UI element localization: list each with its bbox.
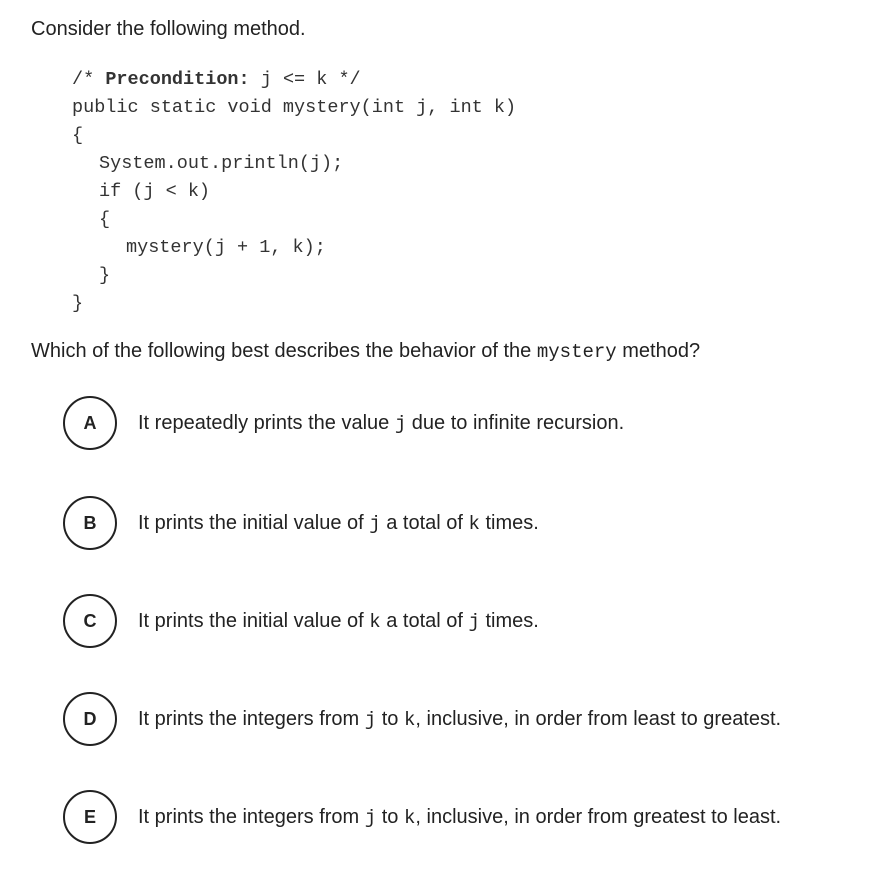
code-line-open-brace: { bbox=[72, 125, 84, 146]
choice-e-text bbox=[138, 806, 781, 829]
choice-e[interactable] bbox=[63, 787, 863, 847]
code-line-if: if (j < k) bbox=[99, 181, 211, 202]
code-line-close-brace: } bbox=[72, 293, 84, 314]
code-line-signature: public static void mystery(int j, int k) bbox=[72, 97, 517, 118]
choice-a-text bbox=[138, 412, 624, 435]
code-comment-rest: j <= k */ bbox=[249, 69, 361, 90]
choice-text-part: , inclusive, in order from least to greatest. bbox=[415, 707, 782, 730]
choice-text-part: a total of bbox=[386, 511, 463, 534]
choice-code-part: k bbox=[468, 512, 480, 535]
code-comment-line bbox=[72, 66, 361, 93]
choice-b-text bbox=[138, 512, 539, 535]
choice-a[interactable] bbox=[63, 393, 863, 453]
choice-d-text bbox=[138, 708, 781, 731]
choice-text-part: , inclusive, in order from greatest to least. bbox=[415, 805, 782, 828]
question-before: Which of the following best describes the behavior of the bbox=[31, 340, 532, 362]
choice-text-part: to bbox=[381, 805, 399, 828]
choice-a-letter[interactable]: A bbox=[63, 396, 117, 450]
choice-e-letter[interactable]: E bbox=[63, 790, 117, 844]
choice-code-part: j bbox=[369, 512, 381, 535]
question-text bbox=[31, 338, 700, 365]
code-line-println: System.out.println(j); bbox=[99, 153, 344, 174]
choice-text-part: a total of bbox=[386, 609, 463, 632]
choice-b-letter[interactable]: B bbox=[63, 496, 117, 550]
choice-code-part: j bbox=[364, 806, 377, 829]
choice-c[interactable] bbox=[63, 591, 863, 651]
choice-code-part: k bbox=[403, 708, 416, 731]
choice-text-part: It prints the integers from bbox=[138, 805, 360, 828]
code-line-if-close-brace: } bbox=[99, 265, 111, 286]
choice-text-part: due to infinite recursion. bbox=[411, 411, 625, 434]
choice-code-part: j bbox=[394, 412, 407, 435]
intro-text: Consider the following method. bbox=[31, 18, 306, 40]
choice-text-part: It prints the integers from bbox=[138, 707, 360, 730]
question-after: method? bbox=[622, 340, 701, 362]
choice-b[interactable] bbox=[63, 493, 863, 553]
choice-c-text bbox=[138, 610, 539, 633]
choice-d[interactable] bbox=[63, 689, 863, 749]
choice-d-letter[interactable]: D bbox=[63, 692, 117, 746]
choice-text-part: It prints the initial value of bbox=[138, 609, 364, 632]
precondition-label: Precondition: bbox=[105, 69, 250, 90]
choice-code-part: j bbox=[364, 708, 377, 731]
choice-text-part: It repeatedly prints the value bbox=[138, 411, 390, 434]
choice-code-part: k bbox=[369, 610, 381, 633]
choice-text-part: times. bbox=[485, 511, 539, 534]
choice-code-part: j bbox=[468, 610, 480, 633]
choice-code-part: k bbox=[403, 806, 416, 829]
choice-text-part: times. bbox=[485, 609, 539, 632]
question-code: mystery bbox=[536, 341, 617, 363]
choice-c-letter[interactable]: C bbox=[63, 594, 117, 648]
code-comment-open: /* bbox=[72, 69, 106, 90]
code-line-recursive-call: mystery(j + 1, k); bbox=[126, 237, 326, 258]
choice-text-part: to bbox=[381, 707, 399, 730]
code-line-if-open-brace: { bbox=[99, 209, 111, 230]
choice-text-part: It prints the initial value of bbox=[138, 511, 364, 534]
